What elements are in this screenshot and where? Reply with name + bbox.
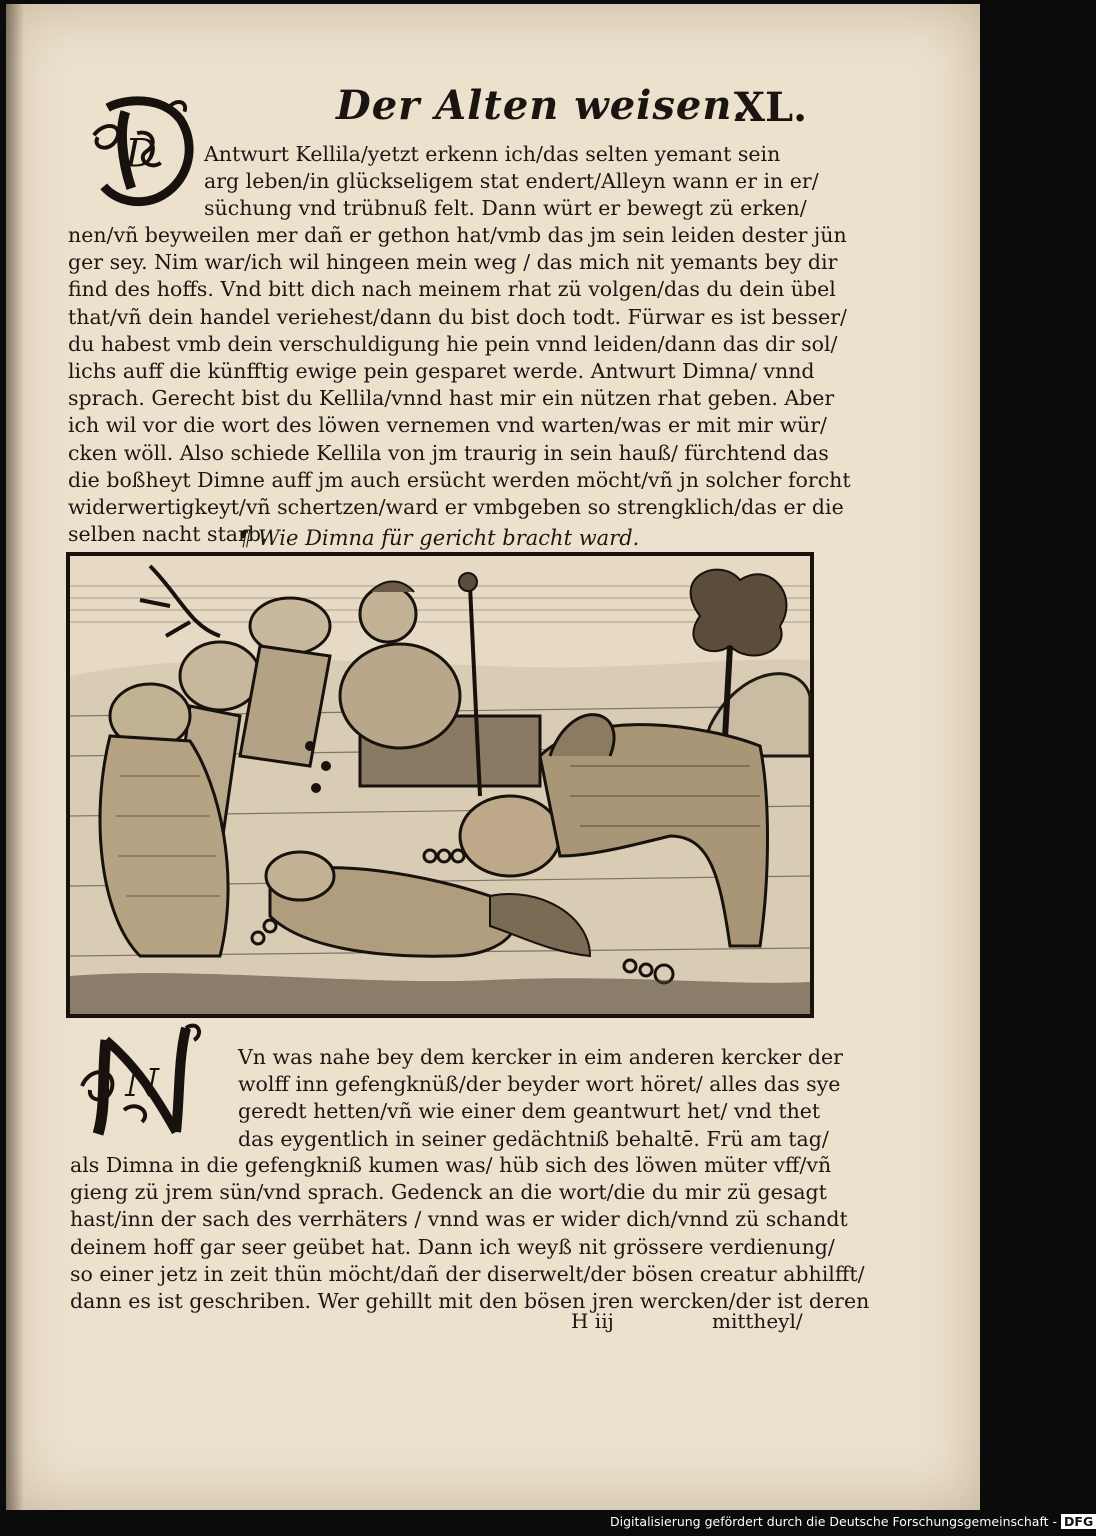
decorated-initial-n-icon [76,1016,206,1144]
text-line: gieng zü jrem sün/vnd sprach. Gedenck an die wort/die du mir zü gesagt [70,1180,827,1205]
text-line: du habest vmb dein verschuldigung hie pein vnnd leiden/dann das dir sol/ [68,331,838,356]
paragraph-2-body [70,1152,870,1315]
text-line: nen/vñ beyweilen mer dañ er gethon hat/vmb das jm sein leiden dester jün [68,223,847,247]
paragraph-1-head [204,141,819,223]
text-line: sprach. Gerecht bist du Kellila/vnnd hast mir ein nützen rhat geben. Aber [68,386,835,411]
text-line: Vn was nahe bey dem kercker in eim anderen kercker der [238,1045,843,1069]
text-line: arg leben/in glückseligem stat endert/Alleyn wann er in er/ [204,169,819,194]
text-line: that/vñ dein handel veriehest/dann du bist doch todt. Fürwar es ist besser/ [68,304,847,329]
folio-number: XL. [734,84,808,131]
signature-mark: H iij [571,1309,614,1333]
text-line: ich wil vor die wort des löwen vernemen vnd warten/was er mit mir wür/ [68,413,827,438]
text-line: deinem hoff gar seer geübet hat. Dann ich weyß nit grössere verdienung/ [70,1234,835,1259]
text-line: dann es ist geschriben. Wer gehillt mit den bösen jren wercken/der ist deren [70,1289,870,1314]
dfg-logo-icon: DFG [1061,1514,1096,1529]
woodcut-scene [70,556,810,1014]
initial-n-letter: N [125,1061,159,1105]
text-line: ger sey. Nim war/ich wil hingeen mein weg / das mich nit yemants bey dir [68,250,838,275]
text-line: cken wöll. Also schiede Kellila von jm traurig in sein hauß/ fürchtend das [68,440,829,465]
text-line: wolff inn gefengknüß/der beyder wort höret/ alles das sye [238,1072,841,1097]
text-line: als Dimna in die gefengkniß kumen was/ hüb sich des löwen müter vff/vñ [70,1153,832,1177]
text-line: die boßheyt Dimne auff jm auch ersücht werden möcht/vñ jn solcher forcht [68,467,851,492]
credit-text: Digitalisierung gefördert durch die Deutsche Forschungsgemeinschaft - [610,1514,1058,1529]
catchword: mittheyl/ [712,1309,803,1333]
text-line: süchung vnd trübnuß felt. Dann würt er bewegt zü erken/ [204,196,807,221]
text-line: so einer jetz in zeit thün möcht/dañ der diserwelt/der bösen creatur abhilfft/ [70,1261,865,1286]
decorated-initial-d-icon [86,90,204,208]
running-head: Der Alten weisen. [336,82,748,129]
text-line: widerwertigkeyt/vñ schertzen/ward er vmbgeben so strengklich/das er die [68,495,844,520]
text-line: lichs auff die künfftig ewige pein gesparet werde. Antwurt Dimna/ vnnd [68,359,815,384]
text-line: selben nacht starb. [68,522,268,547]
text-line: geredt hetten/vñ wie einer dem geantwurt het/ vnd thet [238,1099,821,1124]
initial-d-letter: D [125,130,157,177]
paragraph-1-body [68,222,851,548]
text-line: das eygentlich in seiner gedächtniß behaltē. Frü am tag/ [238,1126,829,1151]
digitization-credit [610,1514,1096,1529]
text-line: hast/inn der sach des verrhäters / vnnd was er wider dich/vnnd zü schandt [70,1207,848,1232]
illustration-caption: ¶ Wie Dimna für gericht bracht ward. [238,526,640,550]
text-line: find des hoffs. Vnd bitt dich nach meinem rhat zü volgen/das du dein übel [68,277,836,302]
initial-n-drawing [76,1016,206,1144]
text-line: Antwurt Kellila/yetzt erkenn ich/das selten yemant sein [204,142,781,166]
initial-d-drawing [86,90,204,208]
book-page [6,4,980,1510]
woodcut-illustration-icon [66,552,814,1018]
paragraph-2-head [238,1044,843,1153]
